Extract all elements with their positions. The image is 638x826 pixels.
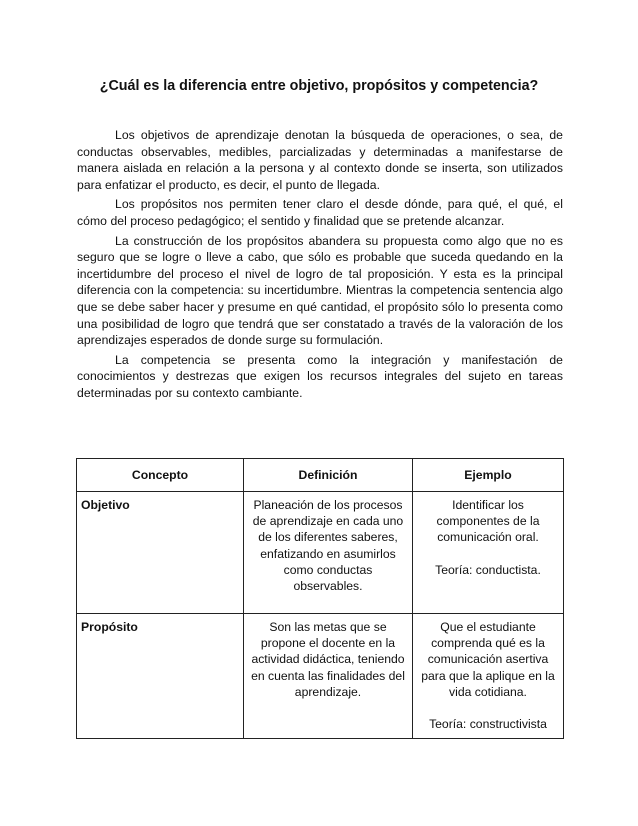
example-text: Que el estudiante comprenda qué es la comunicación asertiva para que la aplique en la vida cotidiana. [421,620,555,699]
paragraph-objetivos: Los objetivos de aprendizaje denotan la búsqueda de operaciones, o sea, de conductas observables, medibles, parcializadas y determinadas a manifestarse de manera aislada en relación a la persona y al contexto donde se inserta, son utilizados para enfatizar el producto, es decir, el punto de llegada. [77,128,563,192]
spacer [417,546,559,562]
paragraph-construccion: La construcción de los propósitos abandera su propuesta como algo que no es seguro que se logre o lleve a cabo, que sólo es probable que suceda quedando en la incertidumbre del proceso el nivel de logro de tal proposición. Y esta es la principal diferencia con la competencia: su incertidumbre. Mientras la competencia sentencia algo que se debe saber hacer y presume en qué cantidad, el propósito sólo lo presenta como una posibilidad de logro que tendrá que ser constatado a través de la valoración de los aprendizajes esperados de donde surge su formulación. [77,233,563,348]
header-concepto: Concepto [77,459,244,492]
paragraph-propositos: Los propósitos nos permiten tener claro el desde dónde, para qué, el qué, el cómo del proceso pedagógico; el sentido y finalidad que se pretende alcanzar. [77,197,563,228]
header-definicion: Definición [244,459,413,492]
definition-text: Planeación de los procesos de aprendizaje en cada uno de los diferentes saberes, enfatizando en asumirlos como conductas observables. [252,498,404,594]
cell-concept-proposito: Propósito [77,614,244,739]
document-title: ¿Cuál es la diferencia entre objetivo, propósitos y competencia? [99,78,539,94]
spacer [417,700,559,716]
definition-text: Son las metas que se propone el docente en la actividad didáctica, teniendo en cuenta las finalidades del aprendizaje. [251,620,405,699]
theory-text: Teoría: conductista. [435,562,541,577]
concepts-table [76,458,564,739]
header-ejemplo: Ejemplo [413,459,564,492]
table-row-objetivo [77,492,564,614]
cell-definition-objetivo [244,492,413,614]
example-text: Identificar los componentes de la comunicación oral. [436,498,540,545]
table-row-proposito [77,614,564,739]
paragraph-competencia: La competencia se presenta como la integración y manifestación de conocimientos y destrezas que exigen los recursos integrales del sujeto en tareas determinadas por su contexto cambiante. [77,352,563,400]
theory-text: Teoría: constructivista [429,717,547,732]
cell-definition-proposito [244,614,413,739]
cell-example-proposito [413,614,564,739]
cell-example-objetivo [413,492,564,614]
cell-concept-objetivo: Objetivo [77,492,244,614]
body-text [77,127,563,405]
table-header-row [77,459,564,492]
